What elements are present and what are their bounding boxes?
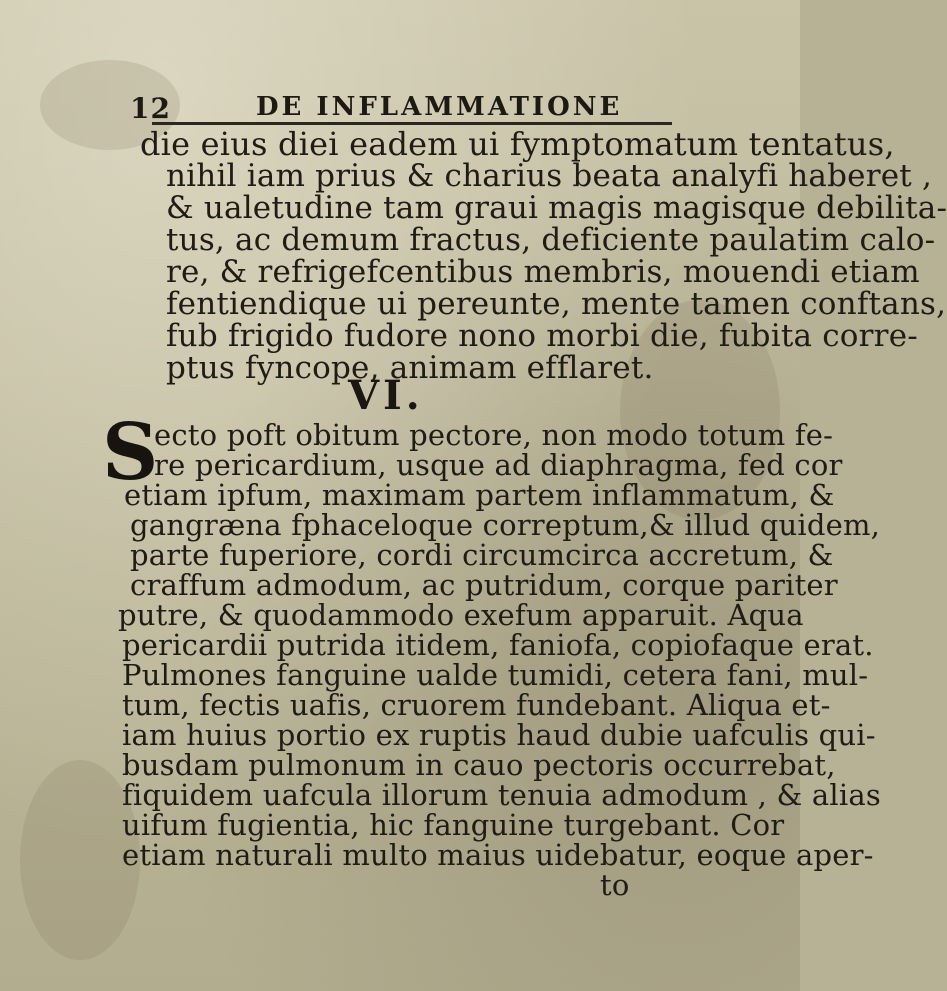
drop-cap: S bbox=[102, 407, 159, 498]
page-number: 12 bbox=[130, 92, 171, 125]
text-line: etiam ipfum, maximam partem inflammatum, & bbox=[124, 478, 835, 512]
text-line: fub frigido fudore nono morbi die, fubita corre- bbox=[166, 318, 918, 354]
paragraph-2 bbox=[100, 407, 881, 902]
text-line: Pulmones fanguine ualde tumidi, cetera fani, mul- bbox=[122, 658, 869, 692]
text-line: re, & refrigefcentibus membris, mouendi etiam bbox=[166, 254, 920, 290]
section-numeral: VI. bbox=[348, 372, 424, 419]
text-line: etiam naturali multo maius uidebatur, eoque aper- bbox=[122, 838, 874, 872]
text-line: & ualetudine tam graui magis magisque debilita- bbox=[166, 190, 947, 226]
text-line: to bbox=[600, 868, 630, 902]
text-line: tum, fectis uafis, cruorem fundebant. Aliqua et- bbox=[122, 688, 831, 722]
text-line: tus, ac demum fractus, deficiente paulatim calo- bbox=[166, 222, 936, 258]
text-line: putre, & quodammodo exefum apparuit. Aqua bbox=[118, 598, 804, 632]
text-line: craffum admodum, ac putridum, corque pariter bbox=[130, 568, 838, 602]
text-line: die eius diei eadem ui fymptomatum tentatus, bbox=[140, 125, 895, 163]
text-line: nihil iam prius & charius beata analyfi haberet , bbox=[166, 158, 933, 194]
text-line: pericardii putrida itidem, faniofa, copiofaque erat. bbox=[122, 628, 874, 662]
text-line: fentiendique ui pereunte, mente tamen conftans, bbox=[166, 286, 947, 322]
text-line: busdam pulmonum in cauo pectoris occurrebat, bbox=[122, 748, 836, 782]
text-line: re pericardium, usque ad diaphragma, fed cor bbox=[154, 448, 843, 482]
text-line: parte fuperiore, cordi circumcirca accretum, & bbox=[130, 538, 834, 572]
text-line: ptus fyncope, animam efflaret. bbox=[166, 350, 654, 386]
paragraph-1 bbox=[100, 125, 947, 386]
text-line: ecto poft obitum pectore, non modo totum fe- bbox=[154, 418, 834, 452]
text-line: uifum fugientia, hic fanguine turgebant. Cor bbox=[122, 808, 785, 842]
running-head: DE INFLAMMATIONE bbox=[256, 92, 623, 122]
text-line: fiquidem uafcula illorum tenuia admodum , & alias bbox=[122, 778, 881, 812]
text-line: iam huius portio ex ruptis haud dubie uafculis qui- bbox=[122, 718, 876, 752]
text-line: gangræna fphaceloque correptum,& illud quidem, bbox=[130, 508, 881, 542]
